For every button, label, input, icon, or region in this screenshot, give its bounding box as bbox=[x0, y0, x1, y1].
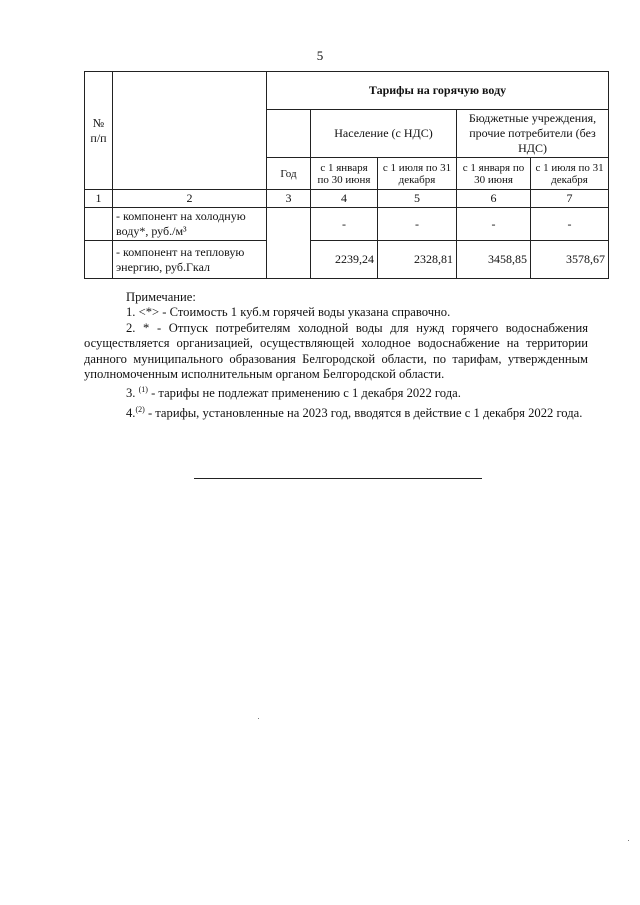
value-cell: - bbox=[378, 208, 457, 241]
column-number-row bbox=[85, 190, 609, 208]
note-3-text: - тарифы не подлежат применению с 1 декабря 2022 года. bbox=[151, 386, 461, 401]
table-title: Тарифы на горячую воду bbox=[267, 72, 609, 110]
note-4-text: - тарифы, установленные на 2023 год, вводятся в действие с 1 декабря 2022 года. bbox=[147, 406, 583, 421]
value-cell: - bbox=[531, 208, 609, 241]
col-header-bud-period2: с 1 июля по 31 декабря bbox=[531, 158, 609, 190]
value-cell: 3578,67 bbox=[531, 241, 609, 279]
group-header-population: Население (с НДС) bbox=[311, 110, 457, 158]
note-4-prefix: 4. bbox=[126, 406, 136, 421]
year-cell bbox=[267, 208, 311, 279]
row-label: - компонент на холодную воду*, руб./м³ bbox=[113, 208, 267, 241]
column-number: 1 bbox=[85, 190, 113, 208]
note-2: 2. * - Отпуск потребителям холодной воды для нужд горячего водоснабжения осуществляется организацией, осуществляющей холодное водоснабжение на территории данного муниципального образования Белгородской области, по тарифам, утвержденным уполномоченным исполнительным органом Белгородской области. bbox=[84, 320, 588, 382]
value-cell: 3458,85 bbox=[457, 241, 531, 279]
notes-heading: Примечание: bbox=[126, 290, 196, 304]
scan-speck bbox=[258, 718, 259, 719]
closing-rule bbox=[194, 478, 482, 479]
value-cell: - bbox=[457, 208, 531, 241]
column-number: 4 bbox=[311, 190, 378, 208]
column-number: 7 bbox=[531, 190, 609, 208]
table-row bbox=[85, 208, 609, 241]
column-number: 2 bbox=[113, 190, 267, 208]
table-row bbox=[85, 241, 609, 279]
col-header-year: Год bbox=[267, 158, 311, 190]
notes-section bbox=[84, 290, 588, 422]
row-number-cell bbox=[85, 241, 113, 279]
col-header-number: № п/п bbox=[85, 72, 113, 190]
column-number: 6 bbox=[457, 190, 531, 208]
note-3 bbox=[84, 382, 588, 402]
value-cell: - bbox=[311, 208, 378, 241]
page-number: 5 bbox=[316, 48, 324, 63]
note-4 bbox=[84, 402, 588, 422]
note-1: 1. <*> - Стоимость 1 куб.м горячей воды указана справочно. bbox=[126, 305, 451, 320]
col-header-pop-period1: с 1 января по 30 июня bbox=[311, 158, 378, 190]
group-header-budget: Бюджетные учреждения, прочие потребители (без НДС) bbox=[457, 110, 609, 158]
col-header-pop-period2: с 1 июля по 31 декабря bbox=[378, 158, 457, 190]
column-number: 3 bbox=[267, 190, 311, 208]
col-header-bud-period1: с 1 января по 30 июня bbox=[457, 158, 531, 190]
row-label: - компонент на тепловую энергию, руб.Гкал bbox=[113, 241, 267, 279]
note-3-superscript: (1) bbox=[138, 385, 148, 395]
row-number-cell bbox=[85, 208, 113, 241]
year-spacer-cell bbox=[267, 110, 311, 158]
scan-speck bbox=[628, 840, 629, 841]
value-cell: 2328,81 bbox=[378, 241, 457, 279]
tariff-table bbox=[84, 71, 609, 279]
note-4-superscript: (2) bbox=[135, 405, 145, 415]
column-number: 5 bbox=[378, 190, 457, 208]
value-cell: 2239,24 bbox=[311, 241, 378, 279]
col-header-name bbox=[113, 72, 267, 190]
note-3-prefix: 3. bbox=[126, 386, 136, 401]
